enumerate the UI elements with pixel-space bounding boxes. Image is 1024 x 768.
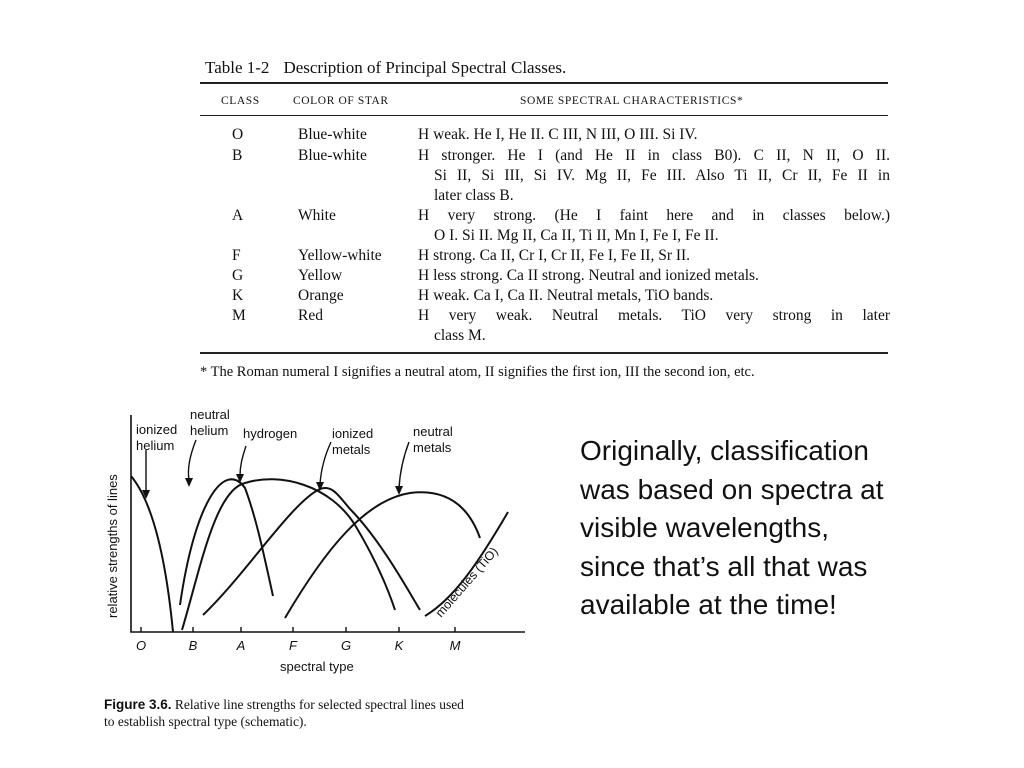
side-text-line: visible wavelengths, [580,512,830,543]
row-char-line: later class B. [434,187,514,204]
row-char-line: H strong. Ca II, Cr I, Cr II, Fe I, Fe II, Sr II. [418,247,691,264]
row-characteristics [418,206,890,246]
row-class: O [232,126,244,143]
row-color: Yellow-white [298,247,382,264]
row-char-line: H less strong. Ca II strong. Neutral and ionized metals. [418,267,759,284]
pointer-neutral-metals [399,442,409,488]
tick-label-m: M [449,638,461,653]
table-header-rule [200,115,888,116]
label-ionized-metals-2: metals [332,442,371,457]
arrowhead [185,478,193,487]
tick-label-a: A [236,638,246,653]
y-axis-label: relative strengths of lines [105,474,120,618]
table-number: Table 1-2 [205,58,270,77]
row-char-line: H very strong. (He I faint here and in classes below.) [418,207,890,224]
row-char-line: H stronger. He I (and He II in class B0). C II, N II, O II. [418,147,890,164]
row-characteristics [418,246,890,266]
row-char-line: class M. [434,327,486,344]
label-neutral-helium-1: neutral [190,407,230,422]
tick-label-k: K [394,638,404,653]
pointer-ionized-metals [320,442,331,484]
row-char-line: H weak. Ca I, Ca II. Neutral metals, TiO bands. [418,287,714,304]
side-text [580,432,980,625]
row-color: Blue-white [298,147,367,164]
pointer-neutral-helium [188,440,196,480]
figure-caption-line1: Relative line strengths for selected spectral lines used [174,697,464,712]
header-characteristics: SOME SPECTRAL CHARACTERISTICS* [520,95,744,107]
side-text-line: since that’s all that was [580,550,868,582]
table-footnote: * The Roman numeral I signifies a neutral atom, II signifies the first ion, III the second ion, etc. [200,364,755,380]
curve-molecules [425,512,508,616]
figure-caption-line2: to establish spectral type (schematic). [104,714,307,729]
row-characteristics [418,306,890,346]
row-char-line: H very weak. Neutral metals. TiO very strong in later [418,307,890,324]
figure-caption [104,696,464,730]
spectral-lines-figure [95,400,545,700]
tick-label-b: B [188,638,198,653]
curve-ionized-metals [203,488,420,615]
label-hydrogen: hydrogen [243,426,298,441]
row-color: Blue-white [298,126,367,143]
row-characteristics [418,125,890,145]
tick-label-g: G [340,638,352,653]
row-class: B [232,147,243,164]
side-text-line: Originally, classification [580,435,869,466]
label-ionized-metals-1: ionized [332,426,374,441]
row-characteristics [418,266,890,286]
row-char-line: Si II, Si III, Si IV. Mg II, Fe III. Also Ti II, Cr II, Fe II in [434,167,890,184]
figure-caption-label: Figure 3.6. [104,697,172,712]
row-color: Yellow [298,267,343,284]
table-bottom-rule [200,352,888,354]
x-axis-label: spectral type [280,659,354,674]
row-color: Orange [298,287,344,304]
header-color: COLOR OF STAR [293,95,389,107]
curve-ionized-helium [131,476,173,632]
arrowhead [395,486,403,495]
header-class: CLASS [221,95,260,107]
row-char-line: H weak. He I, He II. C III, N III, O III. Si IV. [418,126,698,143]
table-title-text: Description of Principal Spectral Classes. [283,58,567,77]
row-class: M [232,307,246,324]
label-ionized-helium-2: helium [136,438,175,453]
row-color: White [298,207,336,224]
row-characteristics [418,146,890,206]
tick-label-f: F [289,638,297,653]
curve-hydrogen [182,479,395,630]
table-top-rule [200,82,888,84]
side-text-line: was based on spectra at [580,473,884,505]
label-neutral-helium-2: helium [190,423,229,438]
row-color: Red [298,307,323,324]
row-characteristics [418,286,890,306]
label-neutral-metals-1: neutral [413,424,453,439]
row-class: F [232,247,241,264]
label-molecules: molecules (TiO) [432,544,501,620]
side-text-line: available at the time! [580,589,837,620]
row-class: K [232,287,244,304]
row-class: A [232,207,244,224]
tick-label-o: O [135,638,147,653]
table-title [205,58,566,78]
pointer-hydrogen [240,446,246,476]
label-ionized-helium-1: ionized [136,422,178,437]
row-char-line: O I. Si II. Mg II, Ca II, Ti II, Mn I, Fe I, Fe II. [434,227,719,244]
row-class: G [232,267,244,284]
label-neutral-metals-2: metals [413,440,452,455]
